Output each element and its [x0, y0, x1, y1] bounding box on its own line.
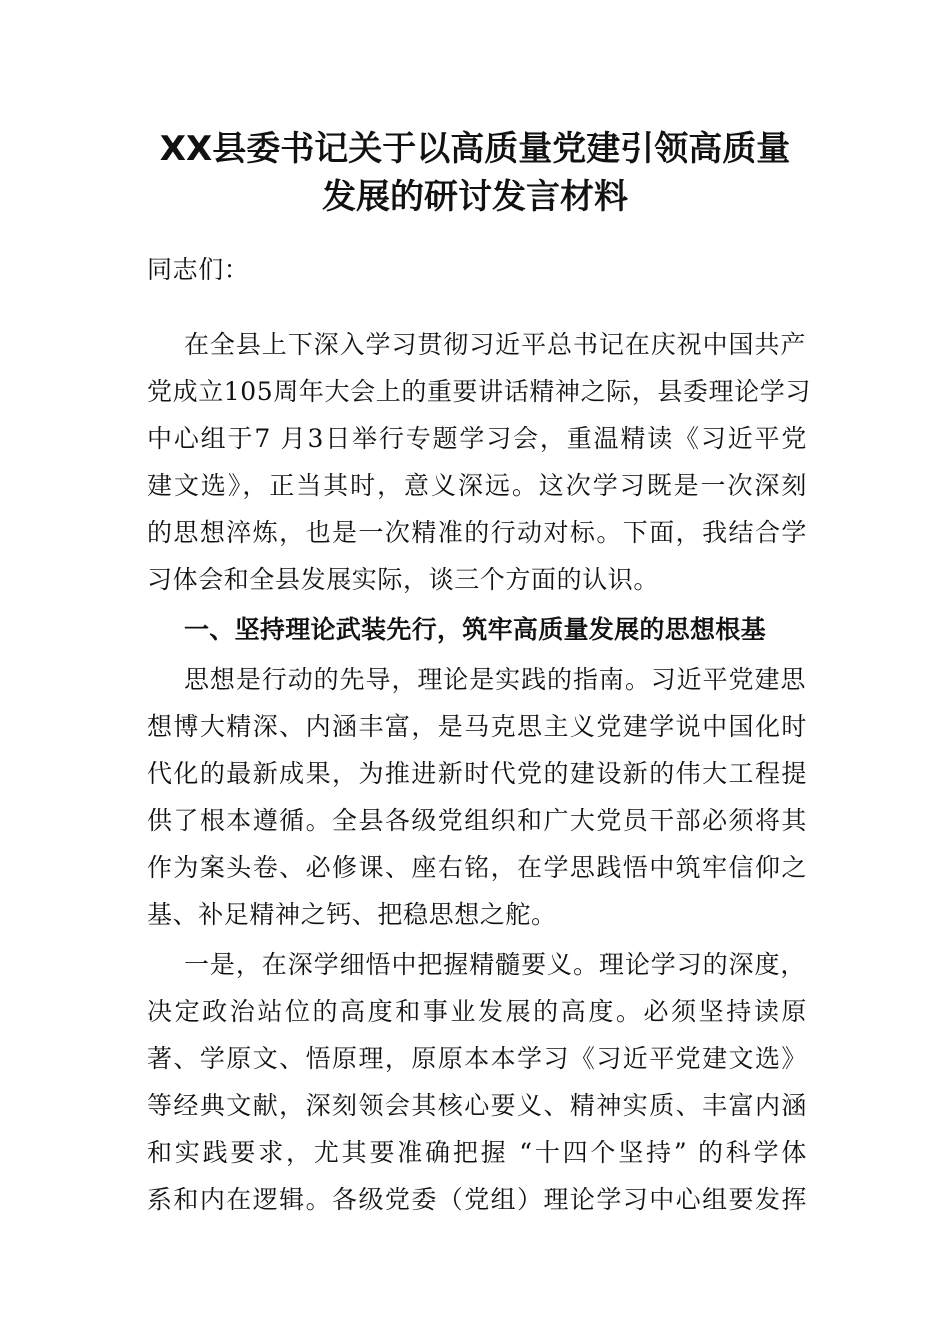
paragraph-2-line: 基、补足精神之钙、把稳思想之舵。 — [147, 900, 557, 929]
paragraph-3-line: 等经典文献，深刻领会其核心要义、精神实质、丰富内涵 — [147, 1091, 807, 1120]
paragraph-2-line: 供了根本遵循。全县各级党组织和广大党员干部必须将其 — [147, 806, 807, 835]
paragraph-1-line: 习体会和全县发展实际，谈三个方面的认识。 — [147, 565, 660, 594]
paragraph-1-line: 在全县上下深入学习贯彻习近平总书记在庆祝中国共产 — [184, 330, 806, 359]
paragraph-2-line: 代化的最新成果，为推进新时代党的建设新的伟大工程提 — [147, 759, 807, 788]
paragraph-3-line: 决定政治站位的高度和事业发展的高度。必须坚持读原 — [147, 997, 807, 1026]
paragraph-2-line: 想博大精深、内涵丰富，是马克思主义党建学说中国化时 — [147, 712, 807, 741]
paragraph-2-line: 作为案头卷、必修课、座右铭，在学思践悟中筑牢信仰之 — [147, 853, 807, 882]
paragraph-1-line: 的思想淬炼，也是一次精准的行动对标。下面，我结合学 — [147, 518, 807, 547]
document-title-line-1: XX县委书记关于以高质量党建引领高质量 — [159, 129, 791, 169]
paragraph-3-line: 著、学原文、悟原理，原原本本学习《习近平党建文选》 — [147, 1044, 807, 1073]
paragraph-1-line: 党成立105周年大会上的重要讲话精神之际，县委理论学习 — [147, 377, 811, 406]
paragraph-3-line: 和实践要求，尤其要准确把握 “十四个坚持” 的科学体 — [147, 1138, 807, 1167]
salutation: 同志们： — [147, 255, 250, 284]
document-title-line-2: 发展的研讨发言材料 — [322, 177, 628, 217]
paragraph-2-line: 思想是行动的先导，理论是实践的指南。习近平党建思 — [184, 665, 806, 694]
paragraph-1-line: 建文选》，正当其时，意义深远。这次学习既是一次深刻 — [147, 471, 807, 500]
section-heading-1: 一、坚持理论武装先行，筑牢高质量发展的思想根基 — [184, 615, 766, 644]
paragraph-3-line: 一是，在深学细悟中把握精髓要义。理论学习的深度， — [184, 950, 806, 979]
paragraph-3-line: 系和内在逻辑。各级党委（党组）理论学习中心组要发挥 — [147, 1185, 807, 1214]
paragraph-1-line: 中心组于7 月3日举行专题学习会，重温精读《习近平党 — [147, 424, 807, 453]
